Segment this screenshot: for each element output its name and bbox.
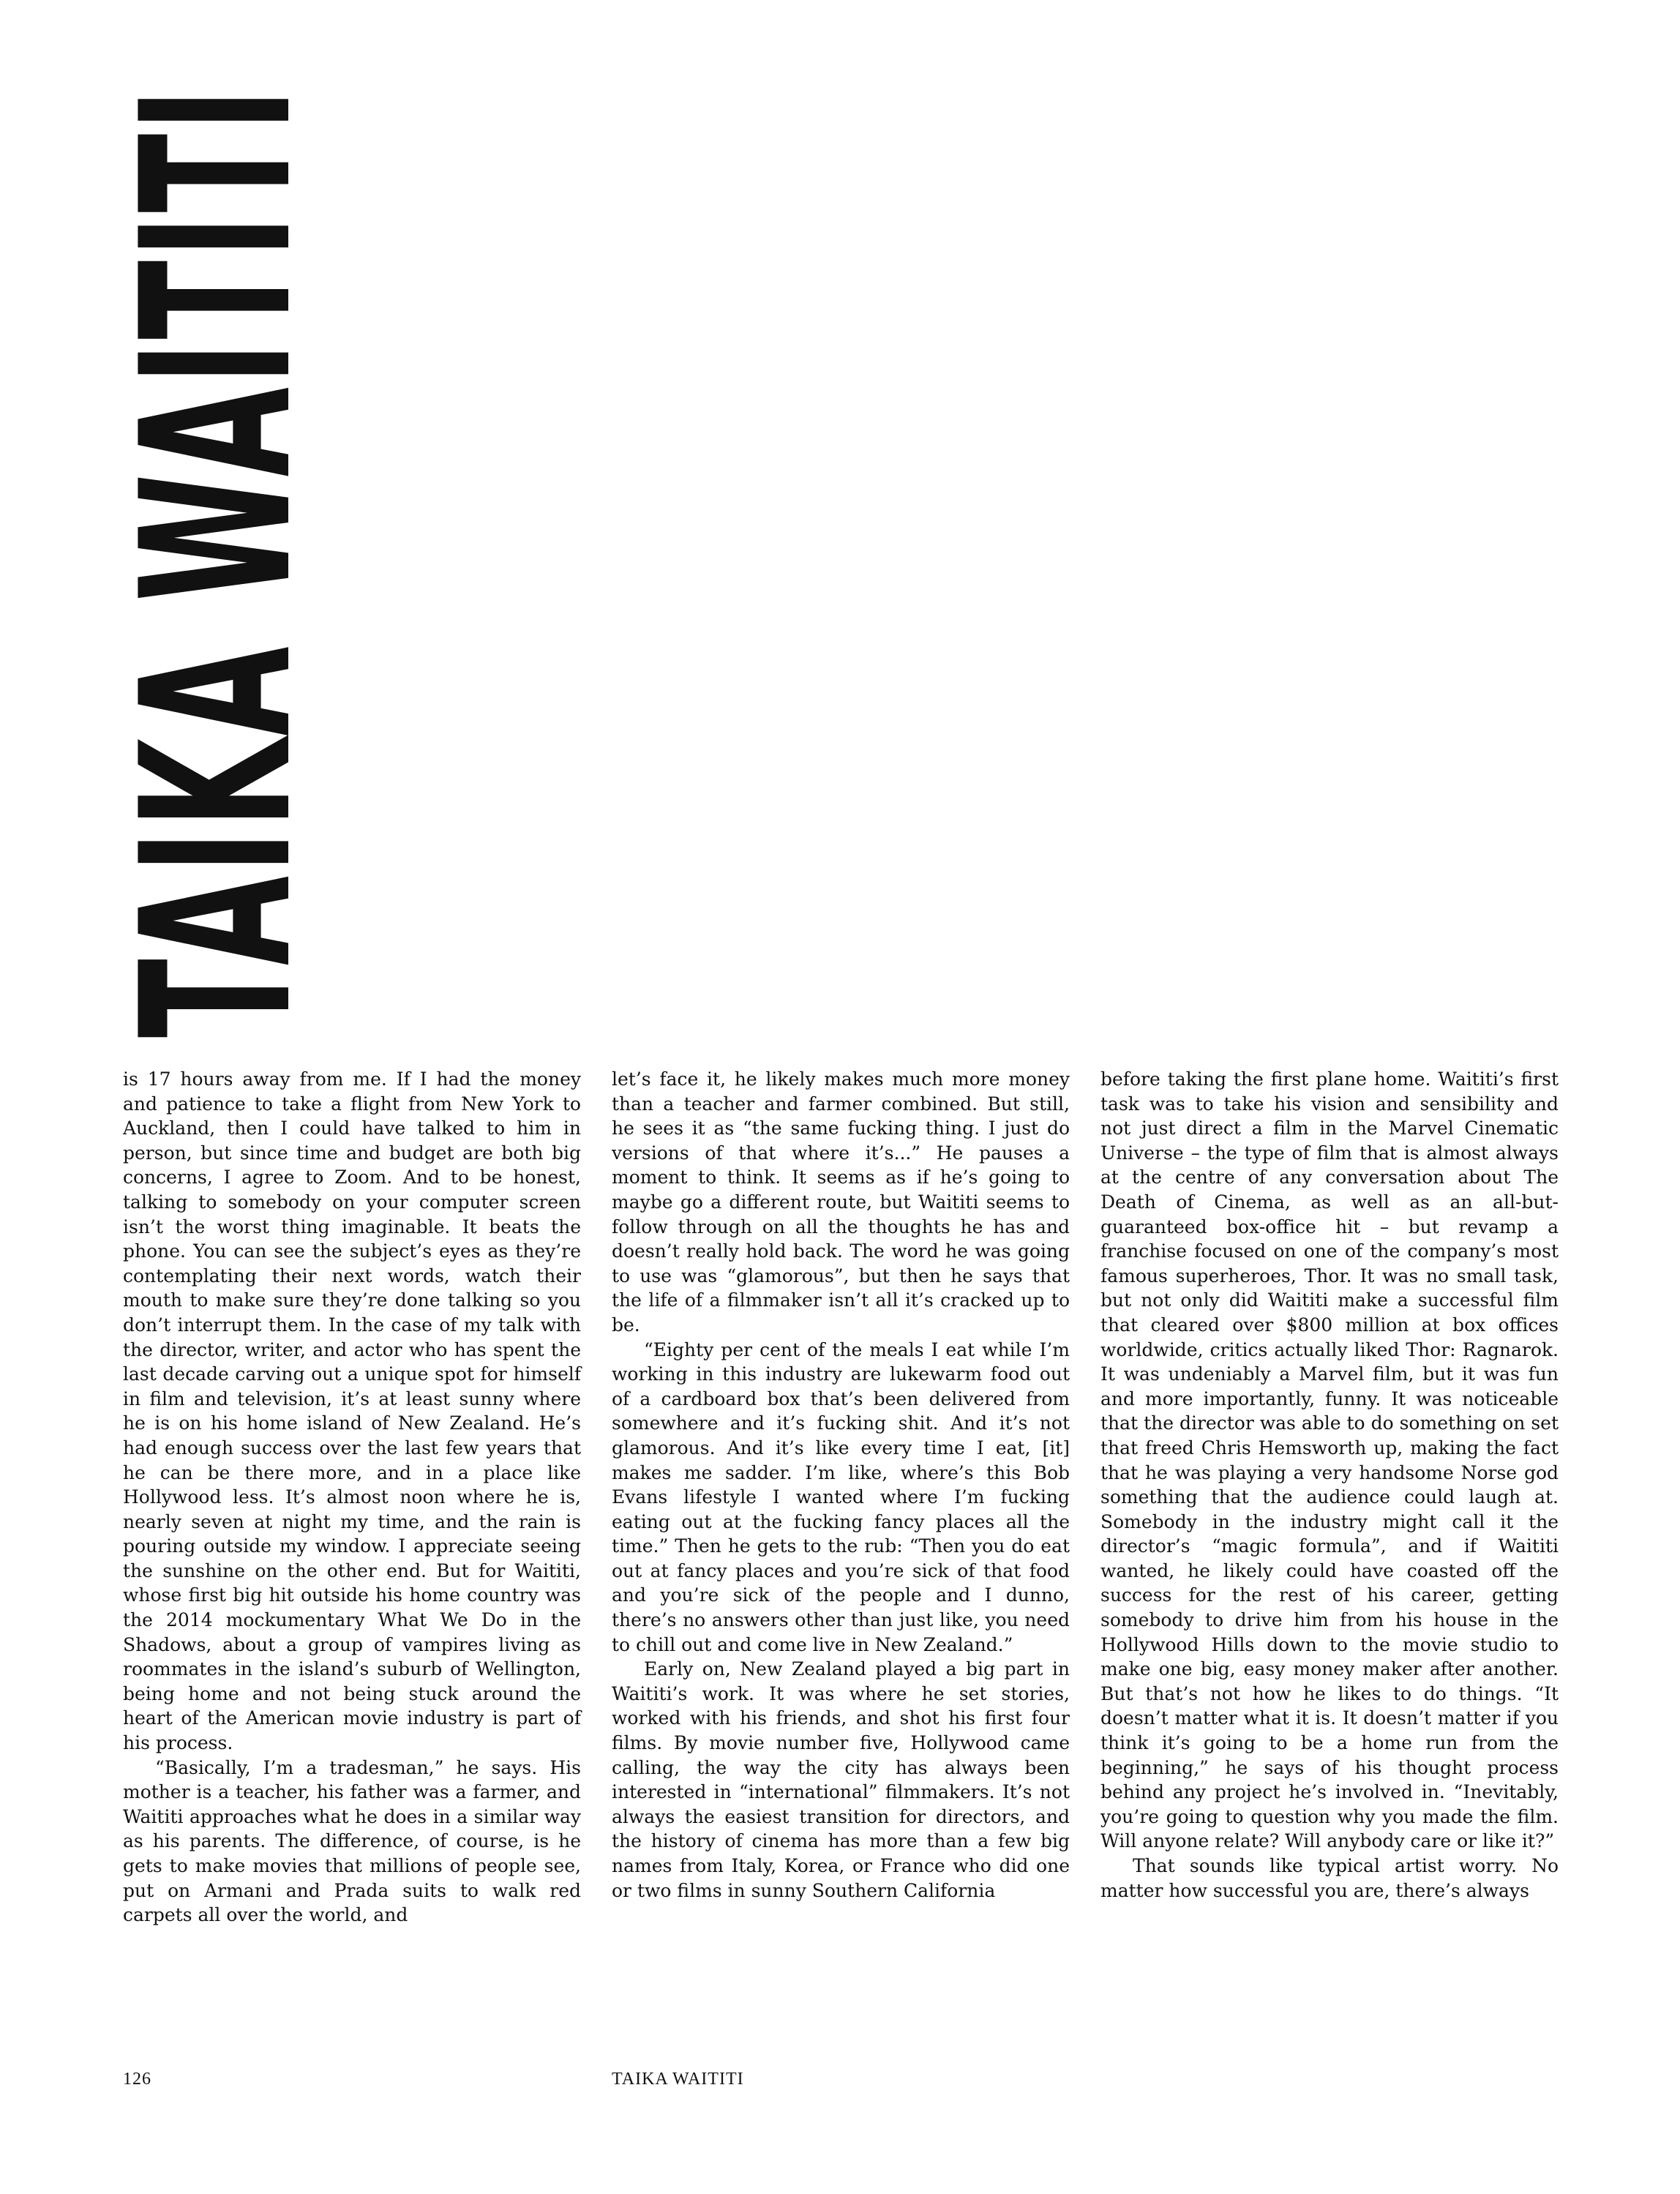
headline-container bbox=[97, 64, 337, 1038]
paragraph: Early on, New Zealand played a big part in Waititi’s work. It was where he set stories, worked with his friends, and shot his first four films. By movie number five, Hollywood came calling, the way the city has always been interested in “international” filmmakers. It’s not always the easiest transition for directors, and the history of cinema has more than a few big names from Italy, Korea, or France who did one or two films in sunny Southern California bbox=[612, 1658, 1070, 1901]
headline-text: TAIKA WAITITI bbox=[97, 86, 337, 1038]
paragraph: before taking the first plane home. Waititi’s first task was to take his vision and sensibility and not just direct a film in the Marvel Cinematic Universe – the type of film that is almost always at the centre of any conversation about The Death of Cinema, as well as an all-but-guaranteed box-office hit – but revamp a franchise focused on one of the company’s most famous superheroes, Thor. It was no small task, but not only did Waititi make a successful film that cleared over $800 million at box offices worldwide, critics actually liked Thor: Ragnarok. It was undeniably a Marvel film, but it was fun and more importantly, funny. It was noticeable that the director was able to do something on set that freed Chris Hemsworth up, making the fact that he was playing a very handsome Norse god something that the audience could laugh at. Somebody in the industry might call it the director’s “magic formula”, and if Waititi wanted, he likely could have coasted off the success for the rest of his career, getting somebody to drive him from his house in the Hollywood Hills down to the movie studio to make one big, easy money maker after another. But that’s not how he likes to do things. “It doesn’t matter what it is. It doesn’t matter if you think it’s going to be a home run from the beginning,” he says of his thought process behind any project he’s involved in. “Inevitably, you’re going to question why you made the film. Will anyone relate? Will anybody care or like it?” bbox=[1100, 1068, 1559, 1852]
page-number: 126 bbox=[123, 2070, 151, 2089]
paragraph: “Basically, I’m a tradesman,” he says. His mother is a teacher, his father was a farmer, and Waititi approaches what he does in a similar way as his parents. The difference, of course, is he gets to make movies that millions of people see, put on Armani and Prada suits to walk red carpets all over the world, and bbox=[123, 1756, 581, 1926]
text-column-2 bbox=[612, 1067, 1070, 2026]
article-headline bbox=[97, 64, 337, 1038]
text-column-1 bbox=[123, 1067, 581, 2026]
text-column-3 bbox=[1100, 1067, 1559, 2026]
paragraph: “Eighty per cent of the meals I eat while I’m working in this industry are lukewarm food out of a cardboard box that’s been delivered from somewhere and it’s fucking shit. And it’s not glamorous. And it’s like every time I eat, [it] makes me sadder. I’m like, where’s this Bob Evans lifestyle I wanted where I’m fucking eating out at the fucking fancy places all the time.” Then he gets to the rub: “Then you do eat out at fancy places and you’re sick of that food and you’re sick of the people and I dunno, there’s no answers other than just like, you need to chill out and come live in New Zealand.” bbox=[612, 1339, 1070, 1655]
paragraph: is 17 hours away from me. If I had the money and patience to take a flight from New York to Auckland, then I could have talked to him in person, but since time and budget are both big concerns, I agree to Zoom. And to be honest, talking to somebody on your computer screen isn’t the worst thing imaginable. It beats the phone. You can see the subject’s eyes as they’re contemplating their next words, watch their mouth to make sure they’re done talking so you don’t interrupt them. In the case of my talk with the director, writer, and actor who has spent the last decade carving out a unique spot for himself in film and television, it’s at least sunny where he is on his home island of New Zealand. He’s had enough success over the last few years that he can be there more, and in a place like Hollywood less. It’s almost noon where he is, nearly seven at night my time, and the rain is pouring outside my window. I appreciate seeing the sunshine on the other end. But for Waititi, whose first big hit outside his home country was the 2014 mockumentary What We Do in the Shadows, about a group of vampires living as roommates in the island’s suburb of Wellington, being home and not being stuck around the heart of the American movie industry is part of his process. bbox=[123, 1068, 581, 1754]
paragraph: That sounds like typical artist worry. No matter how successful you are, there’s always bbox=[1100, 1855, 1559, 1901]
paragraph: let’s face it, he likely makes much more money than a teacher and farmer combined. But still, he sees it as “the same fucking thing. I just do versions of that where it’s...” He pauses a moment to think. It seems as if he’s going to maybe go a different route, but Waititi seems to follow through on all the thoughts he has and doesn’t really hold back. The word he was going to use was “glamorous”, but then he says that the life of a filmmaker isn’t all it’s cracked up to be. bbox=[612, 1068, 1070, 1336]
running-head: TAIKA WAITITI bbox=[612, 2070, 744, 2089]
